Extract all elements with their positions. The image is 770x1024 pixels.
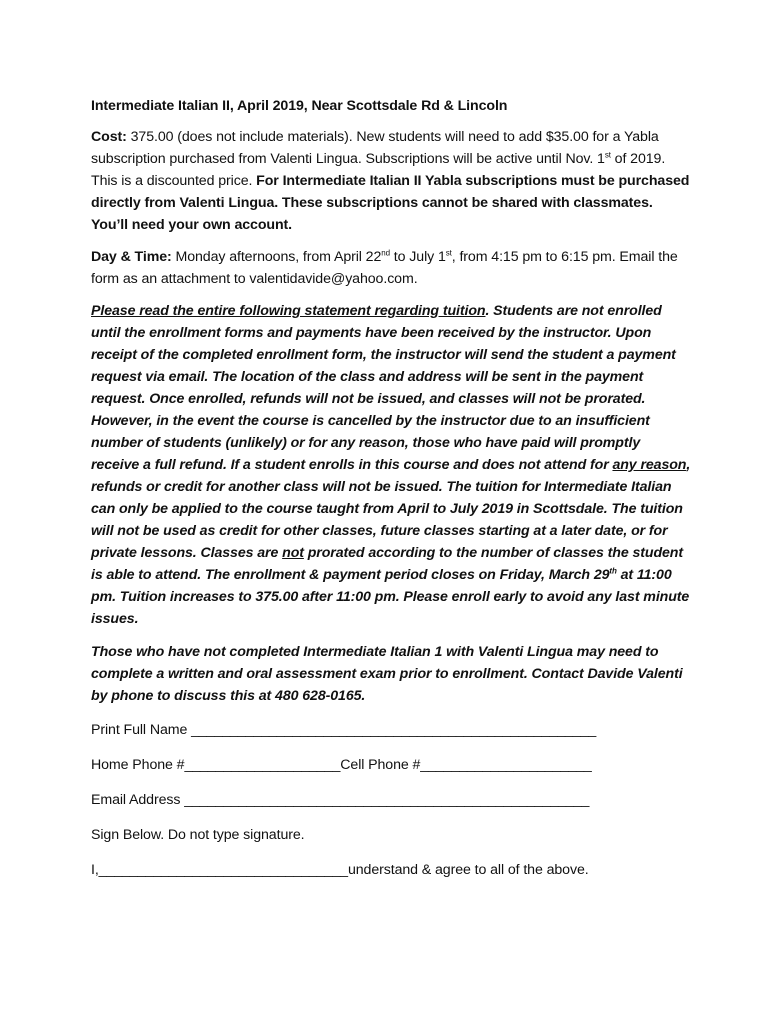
day-time-label: Day & Time: [91, 249, 172, 265]
tuition-text-4: at 11:00 pm. Tuition increases to 375.00 after 11:00 pm. Please enroll early to avoid any last minute issues. [91, 567, 690, 627]
assessment-note: Those who have not completed Intermediate Italian 1 with Valenti Lingua may need to complete a written and oral assessment exam prior to enrollment. Contact Davide Valenti by phone to discuss this at 480 628-0165. [91, 644, 683, 704]
cost-paragraph [91, 126, 691, 236]
document-title: Intermediate Italian II, April 2019, Near Scottsdale Rd & Lincoln [91, 98, 508, 114]
phone-fields[interactable]: Home Phone #____________________Cell Phone #______________________ [91, 757, 592, 773]
day-time-text: Monday afternoons, from April 22 [171, 249, 382, 265]
full-name-field[interactable]: Print Full Name ____________________________________________________ [91, 722, 597, 738]
tuition-superscript: th [609, 566, 617, 576]
day-time-text-2: to July 1 [389, 249, 446, 265]
cost-text: 375.00 (does not include materials). New students will need to add $35.00 for a Yabla subscription purchased from Valenti Lingua. Subscriptions will be active until Nov. 1 [91, 129, 659, 167]
tuition-text-2: , refunds or credit for another class will not be issued. The tuition for Intermediate Italian can only be applied to the course taught from April to July 2019 in Scottsdale. The tuition will not be used as credit for other classes, future classes starting at a later date, or for private lessons. Classes are [91, 457, 691, 561]
day-time-text-3: , from 4:15 pm to 6:15 pm. Email the form as an attachment to valentidavide@yahoo.com. [91, 249, 678, 287]
day-time-sup-1: nd [381, 248, 390, 258]
cost-bold-note: For Intermediate Italian II Yabla subscriptions must be purchased directly from Valenti Lingua. These subscriptions cannot be shared with classmates. You’ll need your own account. [91, 173, 690, 233]
tuition-text: . Students are not enrolled until the enrollment forms and payments have been received by the instructor. Upon receipt of the completed enrollment form, the instructor will send the student a payment request via email. The location of the class and address will be sent in the payment request. Once enrolled, refunds will not be issued, and classes will not be prorated. However, in the event the course is cancelled by the instructor due to an insufficient number of students (unlikely) or for any reason, those who have paid will promptly receive a full refund. If a student enrolls in this course and does not attend for [91, 303, 676, 473]
email-field[interactable]: Email Address ____________________________________________________ [91, 792, 590, 808]
cost-text-2: of 2019. This is a discounted price. [91, 151, 666, 189]
tuition-underline-any-reason: any reason [612, 457, 687, 473]
document-body [91, 95, 691, 894]
cost-label: Cost: [91, 129, 127, 145]
signature-instruction: Sign Below. Do not type signature. [91, 827, 305, 843]
day-time-sup-2: st [445, 248, 452, 258]
tuition-statement [91, 300, 691, 630]
tuition-lead: Please read the entire following statement regarding tuition [91, 303, 486, 319]
day-time-paragraph [91, 246, 691, 290]
cost-superscript: st [604, 150, 611, 160]
agreement-signature-line[interactable]: I,________________________________understand & agree to all of the above. [91, 862, 589, 878]
tuition-underline-not: not [282, 545, 304, 561]
tuition-text-3: prorated according to the number of classes the student is able to attend. The enrollment & payment period closes on Friday, March 29 [91, 545, 683, 583]
